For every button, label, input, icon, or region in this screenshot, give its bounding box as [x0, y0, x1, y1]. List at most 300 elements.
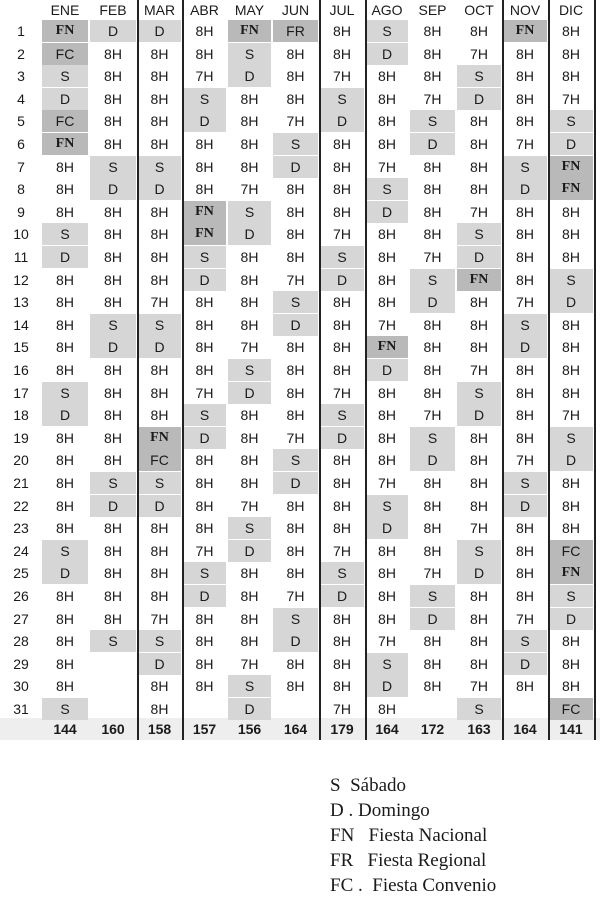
calendar-cell: 8H: [516, 429, 534, 446]
month-divider: [502, 0, 504, 740]
calendar-cell: 8H: [150, 90, 169, 107]
calendar-cell: 8H: [104, 384, 122, 401]
calendar-cell: 8H: [195, 497, 214, 514]
month-header-sep: SEP: [418, 2, 447, 18]
calendar-cell: D: [320, 427, 364, 449]
calendar-cell: D: [273, 472, 318, 494]
calendar-cell: 8H: [562, 475, 580, 491]
calendar-cell: 8H: [516, 565, 534, 582]
calendar-cell: D: [366, 359, 408, 381]
calendar-cell: 8H: [150, 68, 169, 85]
calendar-cell: S: [320, 562, 364, 584]
month-total: 158: [147, 721, 172, 737]
calendar-cell: S: [228, 675, 271, 697]
calendar-cell: D: [138, 495, 181, 517]
calendar-cell: 8H: [378, 565, 396, 582]
calendar-cell: S: [320, 404, 364, 426]
calendar-cell: FC: [42, 43, 88, 65]
calendar-cell: 8H: [516, 249, 534, 265]
calendar-cell: S: [410, 269, 455, 291]
calendar-cell: 8H: [56, 181, 74, 198]
calendar-cell: S: [549, 110, 593, 132]
calendar-cell: 7H: [516, 452, 534, 469]
calendar-cell: S: [138, 630, 181, 652]
calendar-cell: 8H: [104, 452, 122, 469]
day-number: 21: [13, 475, 29, 491]
calendar-cell: 8H: [56, 316, 74, 333]
calendar-cell: 8H: [286, 249, 305, 265]
calendar-cell: 8H: [195, 678, 214, 695]
calendar-cell: S: [228, 201, 271, 223]
calendar-cell: 8H: [562, 23, 580, 39]
calendar-cell: S: [410, 427, 455, 449]
calendar-cell: 8H: [378, 384, 396, 401]
calendar-cell: S: [503, 156, 547, 178]
calendar-cell: 8H: [56, 610, 74, 627]
calendar-cell: 8H: [195, 362, 214, 378]
calendar-cell: 8H: [470, 475, 488, 491]
calendar-cell: 8H: [150, 226, 169, 243]
month-total: 160: [101, 721, 125, 737]
calendar-cell: 8H: [562, 339, 580, 356]
calendar-cell: 7H: [470, 520, 488, 537]
calendar-cell: 8H: [516, 68, 534, 85]
calendar-cell: S: [90, 630, 136, 652]
calendar-cell: 8H: [240, 113, 259, 130]
calendar-cell: 8H: [195, 610, 214, 627]
calendar-cell: S: [410, 110, 455, 132]
day-number: 5: [17, 113, 25, 130]
calendar-cell: 8H: [378, 136, 396, 152]
day-number: 6: [17, 136, 25, 152]
month-total: 141: [559, 721, 583, 737]
calendar-cell: 8H: [470, 633, 488, 650]
month-header-nov: NOV: [509, 2, 541, 18]
calendar-cell: 8H: [378, 452, 396, 469]
calendar-cell: 8H: [470, 158, 488, 175]
calendar-cell: D: [410, 608, 455, 630]
month-total: 156: [237, 721, 262, 737]
calendar-cell: 8H: [195, 520, 214, 537]
calendar-cell: D: [90, 336, 136, 358]
day-number: 22: [13, 497, 29, 514]
calendar-cell: FN: [183, 223, 226, 245]
calendar-cell: S: [138, 314, 181, 336]
calendar-cell: 8H: [470, 136, 488, 152]
legend-item-fiesta-convenio: FC . Fiesta Convenio: [330, 875, 497, 896]
calendar-cell: 8H: [562, 384, 580, 401]
calendar-cell: 8H: [423, 633, 442, 650]
day-number: 30: [13, 678, 29, 695]
calendar-cell: D: [320, 269, 364, 291]
calendar-cell: D: [138, 178, 181, 200]
calendar-cell: 8H: [150, 249, 169, 265]
calendar-cell: 8H: [516, 520, 534, 537]
calendar-cell: D: [228, 223, 271, 245]
calendar-cell: 8H: [516, 226, 534, 243]
calendar-cell: S: [549, 427, 593, 449]
month-header-oct: OCT: [464, 2, 494, 18]
calendar-cell: FC: [138, 449, 181, 471]
day-number: 13: [13, 294, 29, 311]
calendar-cell: 8H: [56, 339, 74, 356]
calendar-cell: 8H: [150, 520, 169, 537]
calendar-cell: S: [183, 88, 226, 110]
calendar-cell: 8H: [423, 45, 442, 62]
month-total: 172: [420, 721, 445, 737]
calendar-cell: 8H: [240, 588, 259, 604]
calendar-cell: 7H: [562, 90, 580, 107]
calendar-cell: 8H: [562, 655, 580, 672]
calendar-cell: D: [366, 43, 408, 65]
calendar-cell: S: [457, 382, 501, 404]
calendar-cell: 8H: [333, 294, 351, 311]
calendar-cell: FC: [42, 110, 88, 132]
calendar-cell: 8H: [562, 249, 580, 265]
calendar-cell: D: [138, 653, 181, 675]
day-number: 31: [13, 701, 29, 717]
calendar-cell: S: [410, 585, 455, 607]
calendar-cell: 8H: [470, 339, 488, 356]
calendar-cell: 8H: [286, 68, 305, 85]
calendar-cell: 8H: [240, 136, 259, 152]
calendar-cell: D: [228, 698, 271, 720]
calendar-cell: 8H: [195, 136, 214, 152]
calendar-cell: 8H: [240, 633, 259, 650]
calendar-cell: 7H: [286, 429, 305, 446]
day-number: 20: [13, 452, 29, 469]
calendar-cell: 8H: [195, 294, 214, 311]
calendar-cell: D: [42, 88, 88, 110]
calendar-cell: S: [273, 133, 318, 155]
calendar-cell: FN: [228, 20, 271, 42]
calendar-cell: D: [320, 585, 364, 607]
calendar-cell: 8H: [286, 339, 305, 356]
calendar-cell: D: [320, 110, 364, 132]
calendar-cell: D: [273, 630, 318, 652]
calendar-cell: 8H: [516, 271, 534, 288]
calendar-cell: 8H: [378, 701, 396, 717]
calendar-cell: 8H: [286, 565, 305, 582]
calendar-cell: 8H: [516, 90, 534, 107]
calendar-cell: 7H: [423, 90, 442, 107]
calendar-cell: FN: [183, 201, 226, 223]
calendar-cell: 8H: [56, 588, 74, 604]
calendar-cell: 8H: [104, 249, 122, 265]
calendar-cell: 8H: [104, 45, 122, 62]
calendar-cell: 8H: [286, 678, 305, 695]
calendar-cell: 8H: [470, 655, 488, 672]
calendar-cell: 8H: [56, 520, 74, 537]
calendar-cell: 8H: [56, 475, 74, 491]
calendar-cell: 7H: [150, 294, 169, 311]
calendar-cell: 7H: [562, 407, 580, 424]
calendar-cell: 8H: [104, 362, 122, 378]
calendar-cell: D: [183, 585, 226, 607]
calendar-cell: 8H: [195, 339, 214, 356]
calendar-cell: 8H: [516, 203, 534, 220]
day-number: 10: [13, 226, 29, 243]
calendar-cell: 8H: [378, 249, 396, 265]
calendar-cell: 8H: [378, 226, 396, 243]
month-total: 163: [467, 721, 491, 737]
calendar-cell: D: [366, 517, 408, 539]
calendar-cell: S: [549, 585, 593, 607]
calendar-cell: 8H: [378, 113, 396, 130]
calendar-cell: D: [549, 608, 593, 630]
calendar-cell: 7H: [195, 68, 214, 85]
calendar-cell: 8H: [333, 362, 351, 378]
day-number: 7: [17, 158, 25, 175]
calendar-cell: 8H: [286, 520, 305, 537]
calendar-cell: 8H: [333, 678, 351, 695]
calendar-cell: 8H: [516, 678, 534, 695]
calendar-cell: 8H: [150, 678, 169, 695]
calendar-cell: FN: [366, 336, 408, 358]
calendar-cell: 8H: [150, 701, 169, 717]
calendar-cell: D: [549, 291, 593, 313]
calendar-cell: 8H: [470, 316, 488, 333]
calendar-cell: 7H: [516, 610, 534, 627]
calendar-cell: 8H: [423, 203, 442, 220]
calendar-cell: 8H: [333, 23, 351, 39]
calendar-cell: D: [503, 653, 547, 675]
calendar-cell: D: [503, 495, 547, 517]
month-header-may: MAY: [234, 2, 265, 18]
calendar-cell: 8H: [240, 316, 259, 333]
calendar-cell: D: [90, 495, 136, 517]
calendar-cell: D: [273, 314, 318, 336]
calendar-cell: 7H: [470, 45, 488, 62]
calendar-cell: FN: [138, 427, 181, 449]
calendar-cell: 8H: [423, 520, 442, 537]
calendar-cell: 8H: [104, 542, 122, 559]
calendar-cell: S: [549, 269, 593, 291]
calendar-cell: 8H: [195, 23, 214, 39]
calendar-cell: 8H: [562, 678, 580, 695]
day-number: 1: [17, 23, 25, 39]
calendar-cell: 8H: [423, 181, 442, 198]
month-divider: [182, 0, 184, 740]
calendar-cell: 8H: [516, 45, 534, 62]
calendar-cell: D: [549, 133, 593, 155]
calendar-cell: 8H: [333, 203, 351, 220]
calendar-cell: S: [42, 382, 88, 404]
calendar-cell: 7H: [516, 136, 534, 152]
calendar-cell: D: [138, 336, 181, 358]
day-number: 17: [13, 384, 29, 401]
calendar-cell: S: [457, 223, 501, 245]
calendar-cell: 8H: [104, 588, 122, 604]
month-header-jun: JUN: [281, 2, 310, 18]
calendar-cell: D: [457, 88, 501, 110]
calendar-cell: 8H: [333, 316, 351, 333]
calendar-cell: 8H: [378, 90, 396, 107]
calendar-cell: D: [410, 291, 455, 313]
calendar-cell: 7H: [286, 271, 305, 288]
calendar-cell: 8H: [378, 407, 396, 424]
calendar-cell: FN: [42, 20, 88, 42]
day-number: 18: [13, 407, 29, 424]
calendar-cell: D: [273, 156, 318, 178]
day-number: 24: [13, 542, 29, 559]
calendar-cell: 7H: [516, 294, 534, 311]
calendar-cell: 8H: [104, 565, 122, 582]
calendar-cell: 8H: [286, 655, 305, 672]
calendar-cell: 8H: [286, 181, 305, 198]
calendar-cell: 8H: [104, 271, 122, 288]
calendar-cell: 8H: [562, 45, 580, 62]
calendar-cell: 8H: [56, 429, 74, 446]
calendar-cell: 8H: [423, 542, 442, 559]
calendar-cell: 8H: [240, 249, 259, 265]
calendar-cell: 8H: [286, 407, 305, 424]
calendar-cell: D: [457, 562, 501, 584]
calendar-cell: 7H: [333, 226, 351, 243]
calendar-cell: 8H: [423, 362, 442, 378]
calendar-cell: S: [90, 156, 136, 178]
calendar-cell: FN: [457, 269, 501, 291]
month-divider: [137, 0, 139, 740]
calendar-cell: 8H: [286, 384, 305, 401]
calendar-cell: 8H: [240, 565, 259, 582]
day-number: 3: [17, 68, 25, 85]
calendar-cell: 8H: [423, 339, 442, 356]
calendar-cell: 7H: [470, 362, 488, 378]
calendar-cell: 8H: [104, 429, 122, 446]
calendar-cell: 8H: [104, 610, 122, 627]
calendar-cell: 8H: [516, 362, 534, 378]
calendar-cell: 7H: [333, 384, 351, 401]
calendar-cell: 8H: [423, 23, 442, 39]
calendar-cell: 8H: [286, 226, 305, 243]
month-divider: [319, 0, 321, 740]
calendar-cell: 8H: [195, 158, 214, 175]
calendar-cell: 8H: [104, 203, 122, 220]
calendar-cell: 8H: [470, 588, 488, 604]
calendar-cell: 8H: [286, 362, 305, 378]
month-total: 144: [53, 721, 77, 737]
month-header-dic: DIC: [558, 2, 584, 18]
calendar-cell: 8H: [562, 226, 580, 243]
calendar-cell: D: [90, 20, 136, 42]
calendar-cell: 8H: [423, 655, 442, 672]
calendar-cell: 8H: [56, 633, 74, 650]
calendar-cell: 8H: [104, 68, 122, 85]
month-total: 157: [192, 721, 217, 737]
calendar-cell: 8H: [56, 203, 74, 220]
calendar-cell: 8H: [423, 475, 442, 491]
calendar-cell: 8H: [150, 542, 169, 559]
calendar-cell: 8H: [56, 452, 74, 469]
calendar-cell: 7H: [378, 633, 396, 650]
calendar-cell: 7H: [470, 678, 488, 695]
calendar-cell: 8H: [150, 113, 169, 130]
calendar-cell: 8H: [470, 610, 488, 627]
calendar-cell: 8H: [423, 497, 442, 514]
calendar-cell: 8H: [333, 475, 351, 491]
day-number: 26: [13, 588, 29, 604]
calendar-cell: 8H: [104, 294, 122, 311]
calendar-cell: 8H: [240, 90, 259, 107]
calendar-cell: 8H: [150, 407, 169, 424]
calendar-cell: 7H: [470, 203, 488, 220]
calendar-cell: FN: [503, 20, 547, 42]
calendar-cell: 8H: [240, 407, 259, 424]
calendar-cell: 7H: [286, 113, 305, 130]
calendar-cell: S: [273, 608, 318, 630]
calendar-cell: S: [183, 246, 226, 268]
calendar-cell: 8H: [333, 520, 351, 537]
calendar-cell: 8H: [423, 678, 442, 695]
month-divider: [365, 0, 367, 740]
calendar-cell: 8H: [56, 158, 74, 175]
calendar-cell: 8H: [470, 497, 488, 514]
day-number: 9: [17, 203, 25, 220]
legend: [330, 773, 496, 898]
calendar-cell: 8H: [104, 226, 122, 243]
month-header-jul: JUL: [329, 2, 355, 18]
calendar-cell: 8H: [150, 203, 169, 220]
calendar-cell: S: [228, 43, 271, 65]
calendar-cell: 8H: [470, 452, 488, 469]
calendar-cell: 7H: [423, 249, 442, 265]
calendar-cell: 8H: [56, 362, 74, 378]
calendar-cell: 8H: [56, 294, 74, 311]
calendar-cell: D: [410, 449, 455, 471]
calendar-cell: 8H: [195, 655, 214, 672]
calendar-cell: D: [183, 427, 226, 449]
calendar-cell: 7H: [240, 497, 259, 514]
month-header-ene: ENE: [50, 2, 80, 18]
calendar-cell: S: [366, 178, 408, 200]
calendar-cell: 8H: [562, 520, 580, 537]
calendar-cell: 8H: [423, 316, 442, 333]
day-number: 12: [13, 271, 29, 288]
month-divider: [548, 0, 550, 740]
month-total: 179: [330, 721, 354, 737]
calendar-cell: 8H: [150, 45, 169, 62]
calendar-cell: S: [183, 562, 226, 584]
calendar-cell: S: [90, 314, 136, 336]
calendar-cell: D: [42, 404, 88, 426]
calendar-cell: 8H: [286, 203, 305, 220]
day-number: 29: [13, 655, 29, 672]
calendar-cell: 8H: [423, 226, 442, 243]
day-number: 28: [13, 633, 29, 650]
calendar-cell: S: [42, 540, 88, 562]
calendar-cell: 8H: [195, 475, 214, 491]
calendar-cell: 7H: [240, 181, 259, 198]
day-number: 14: [13, 316, 29, 333]
calendar-cell: D: [503, 178, 547, 200]
calendar-cell: S: [503, 472, 547, 494]
calendar-cell: 8H: [423, 158, 442, 175]
calendar-cell: 8H: [195, 452, 214, 469]
calendar-cell: 8H: [56, 271, 74, 288]
calendar-cell: D: [183, 269, 226, 291]
calendar-cell: 7H: [333, 68, 351, 85]
calendar-cell: 8H: [240, 429, 259, 446]
calendar-cell: 8H: [240, 452, 259, 469]
calendar-cell: 8H: [104, 520, 122, 537]
calendar-cell: 8H: [423, 68, 442, 85]
calendar-cell: 8H: [286, 90, 305, 107]
legend-item-fiesta-nacional: FN Fiesta Nacional: [330, 825, 488, 846]
calendar-cell: 8H: [104, 90, 122, 107]
calendar-cell: 8H: [516, 384, 534, 401]
calendar-cell: 8H: [562, 633, 580, 650]
